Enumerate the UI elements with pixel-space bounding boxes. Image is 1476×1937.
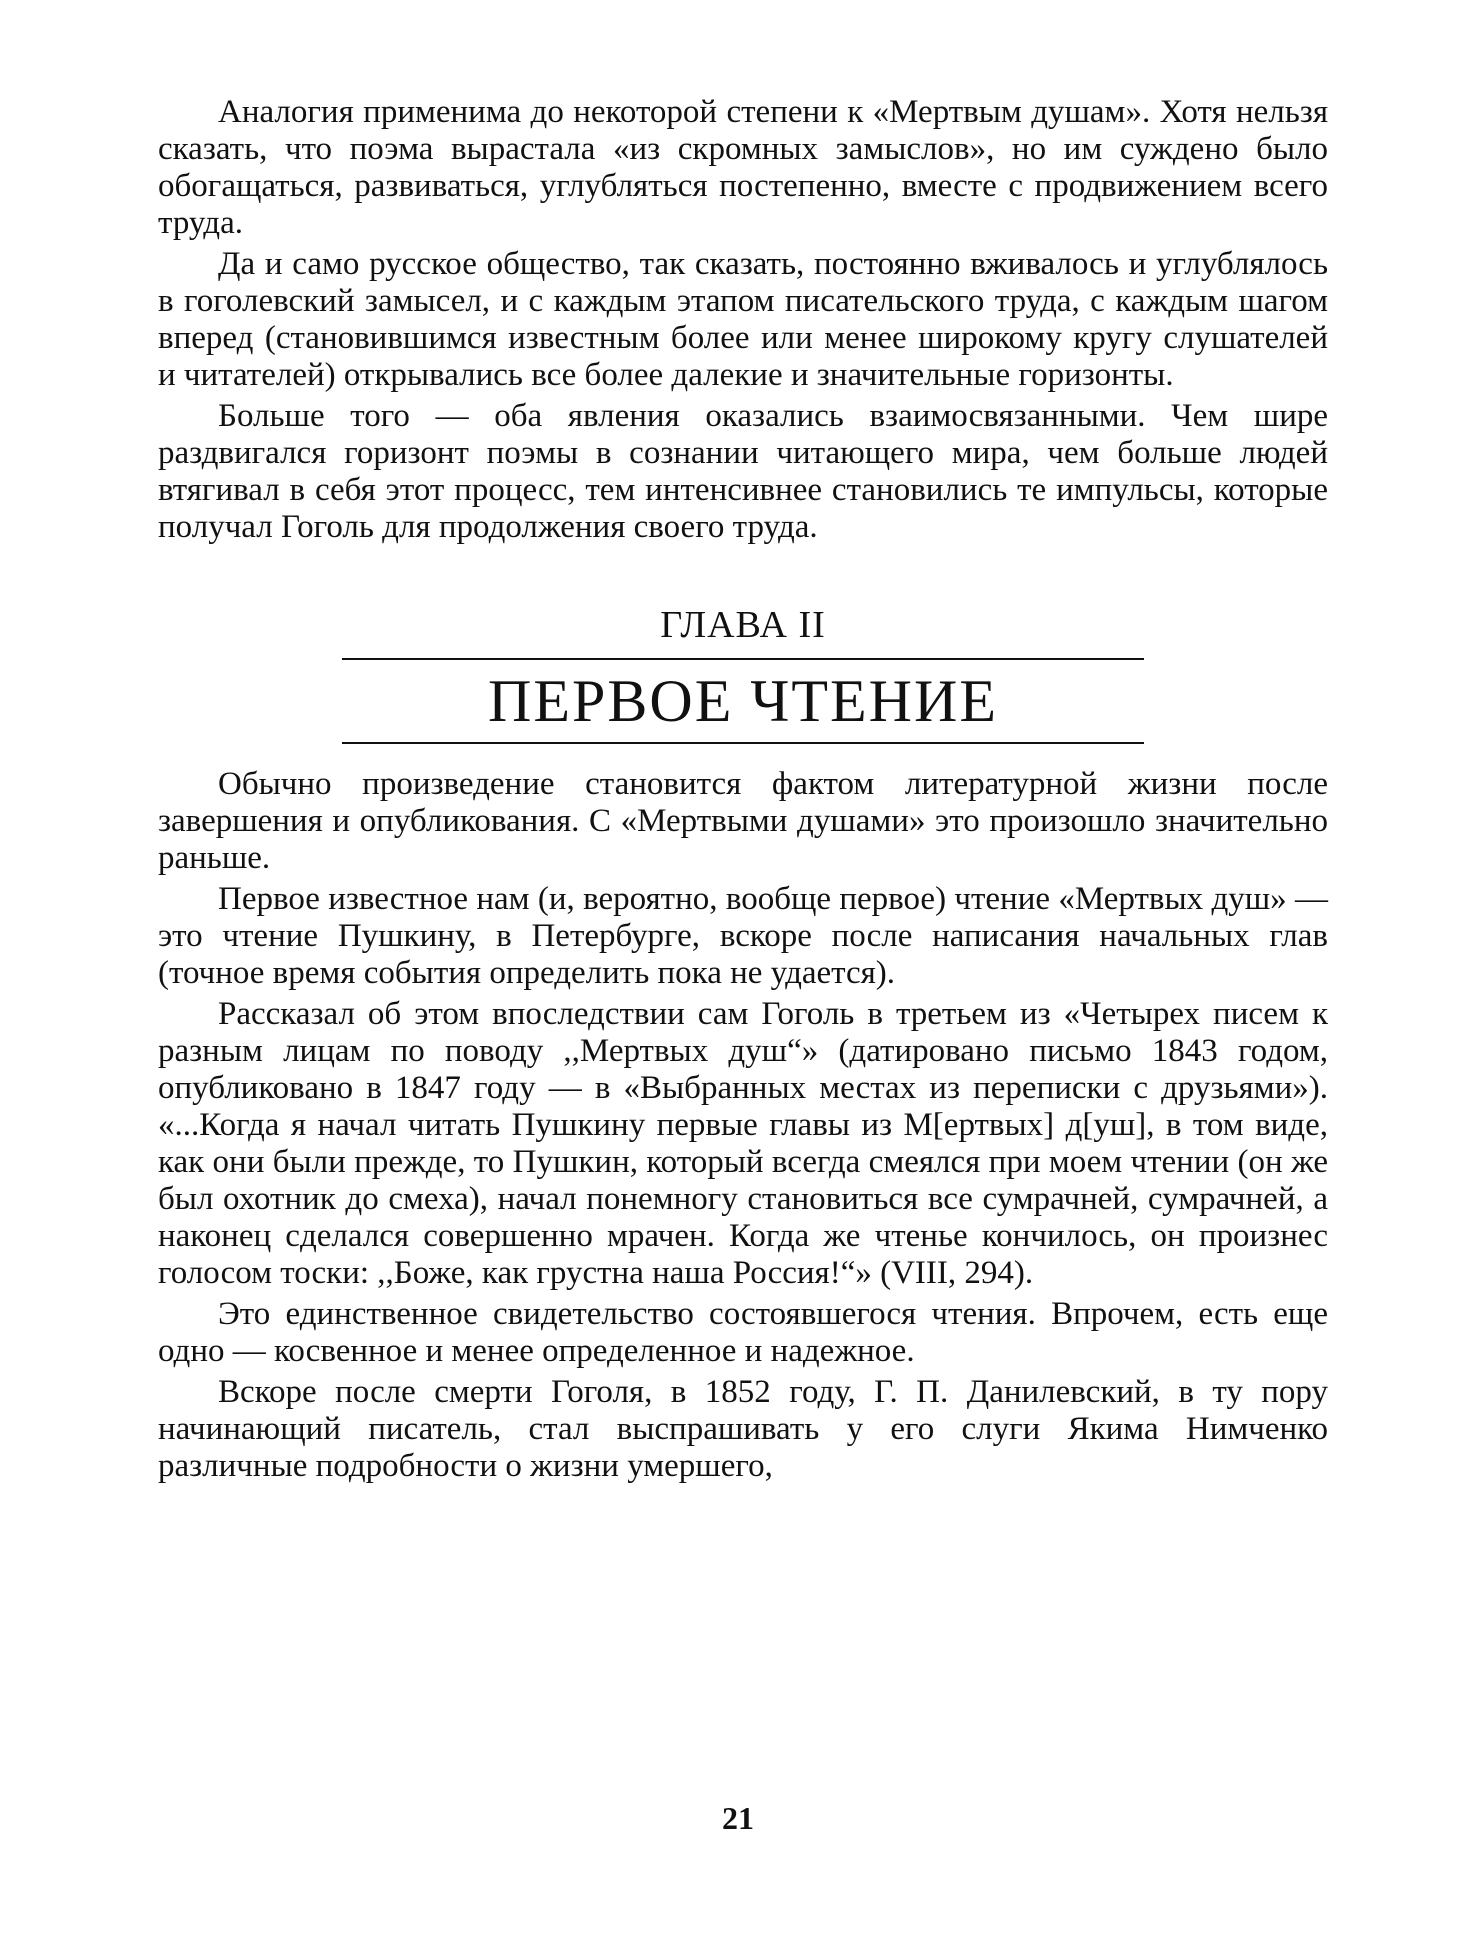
chapter-label: ГЛАВА II (660, 604, 826, 646)
divider-bottom (342, 742, 1144, 744)
paragraph-analogy: Аналогия применима до некоторой степени к «Мертвым душам». Хотя нельзя сказать, что поэма вырастала «из скромных замыслов», но им суждено было обогащаться, развиваться, углубляться постепенно, вместе с продвижением всего труда. (158, 94, 1328, 241)
paragraph-danilevsky: Вскоре после смерти Гоголя, в 1852 году, Г. П. Данилевский, в ту пору начинающий писатель, стал выспрашивать у его слуги Якима Нимченко различные подробности о жизни умершего, (158, 1374, 1328, 1484)
book-page (158, 94, 1328, 1485)
page-number: 21 (722, 1800, 754, 1836)
paragraph-first-reading: Первое известное нам (и, вероятно, вообще первое) чтение «Мертвых душ» — это чтение Пушкину, в Петербурге, вскоре после написания начальных глав (точное время события определить пока не удается). (158, 881, 1328, 991)
paragraph-interconnection: Больше того — оба явления оказались взаимосвязанными. Чем шире раздвигался горизонт поэмы в сознании читающего мира, чем больше людей втягивал в себя этот процесс, тем интенсивнее становились те импульсы, которые получал Гоголь для продолжения своего труда. (158, 398, 1328, 545)
paragraph-literary-fact: Обычно произведение становится фактом литературной жизни после завершения и опубликования. С «Мертвыми душами» это произошло значительно раньше. (158, 766, 1328, 876)
chapter-heading (158, 604, 1328, 744)
paragraph-society: Да и само русское общество, так сказать, постоянно вживалось и углублялось в гоголевский замысел, и с каждым этапом писательского труда, с каждым шагом вперед (становившимся известным более или менее широкому кругу слушателей и читателей) открывались все более далекие и значительные горизонты. (158, 246, 1328, 393)
divider-top (342, 658, 1144, 660)
chapter-title: ПЕРВОЕ ЧТЕНИЕ (488, 668, 998, 734)
paragraph-gogol-account: Рассказал об этом впоследствии сам Гоголь в третьем из «Четырех писем к разным лицам по поводу ,,Мертвых душ“» (датировано письмо 1843 годом, опубликовано в 1847 году — в «Выбранных местах из переписки с друзьями»). «...Когда я начал читать Пушкину первые главы из М[ертвых] д[уш], в том виде, как они были прежде, то Пушкин, который всегда смеялся при моем чтении (он же был охотник до смеха), начал понемногу становиться все сумрачней, сумрачней, а наконец сделался совершенно мрачен. Когда же чтенье кончилось, он произнес голосом тоски: ,,Боже, как грустна наша Россия!“» (VIII, 294). (158, 996, 1328, 1291)
paragraph-single-testimony: Это единственное свидетельство состоявшегося чтения. Впрочем, есть еще одно — косвенное и менее определенное и надежное. (158, 1296, 1328, 1369)
